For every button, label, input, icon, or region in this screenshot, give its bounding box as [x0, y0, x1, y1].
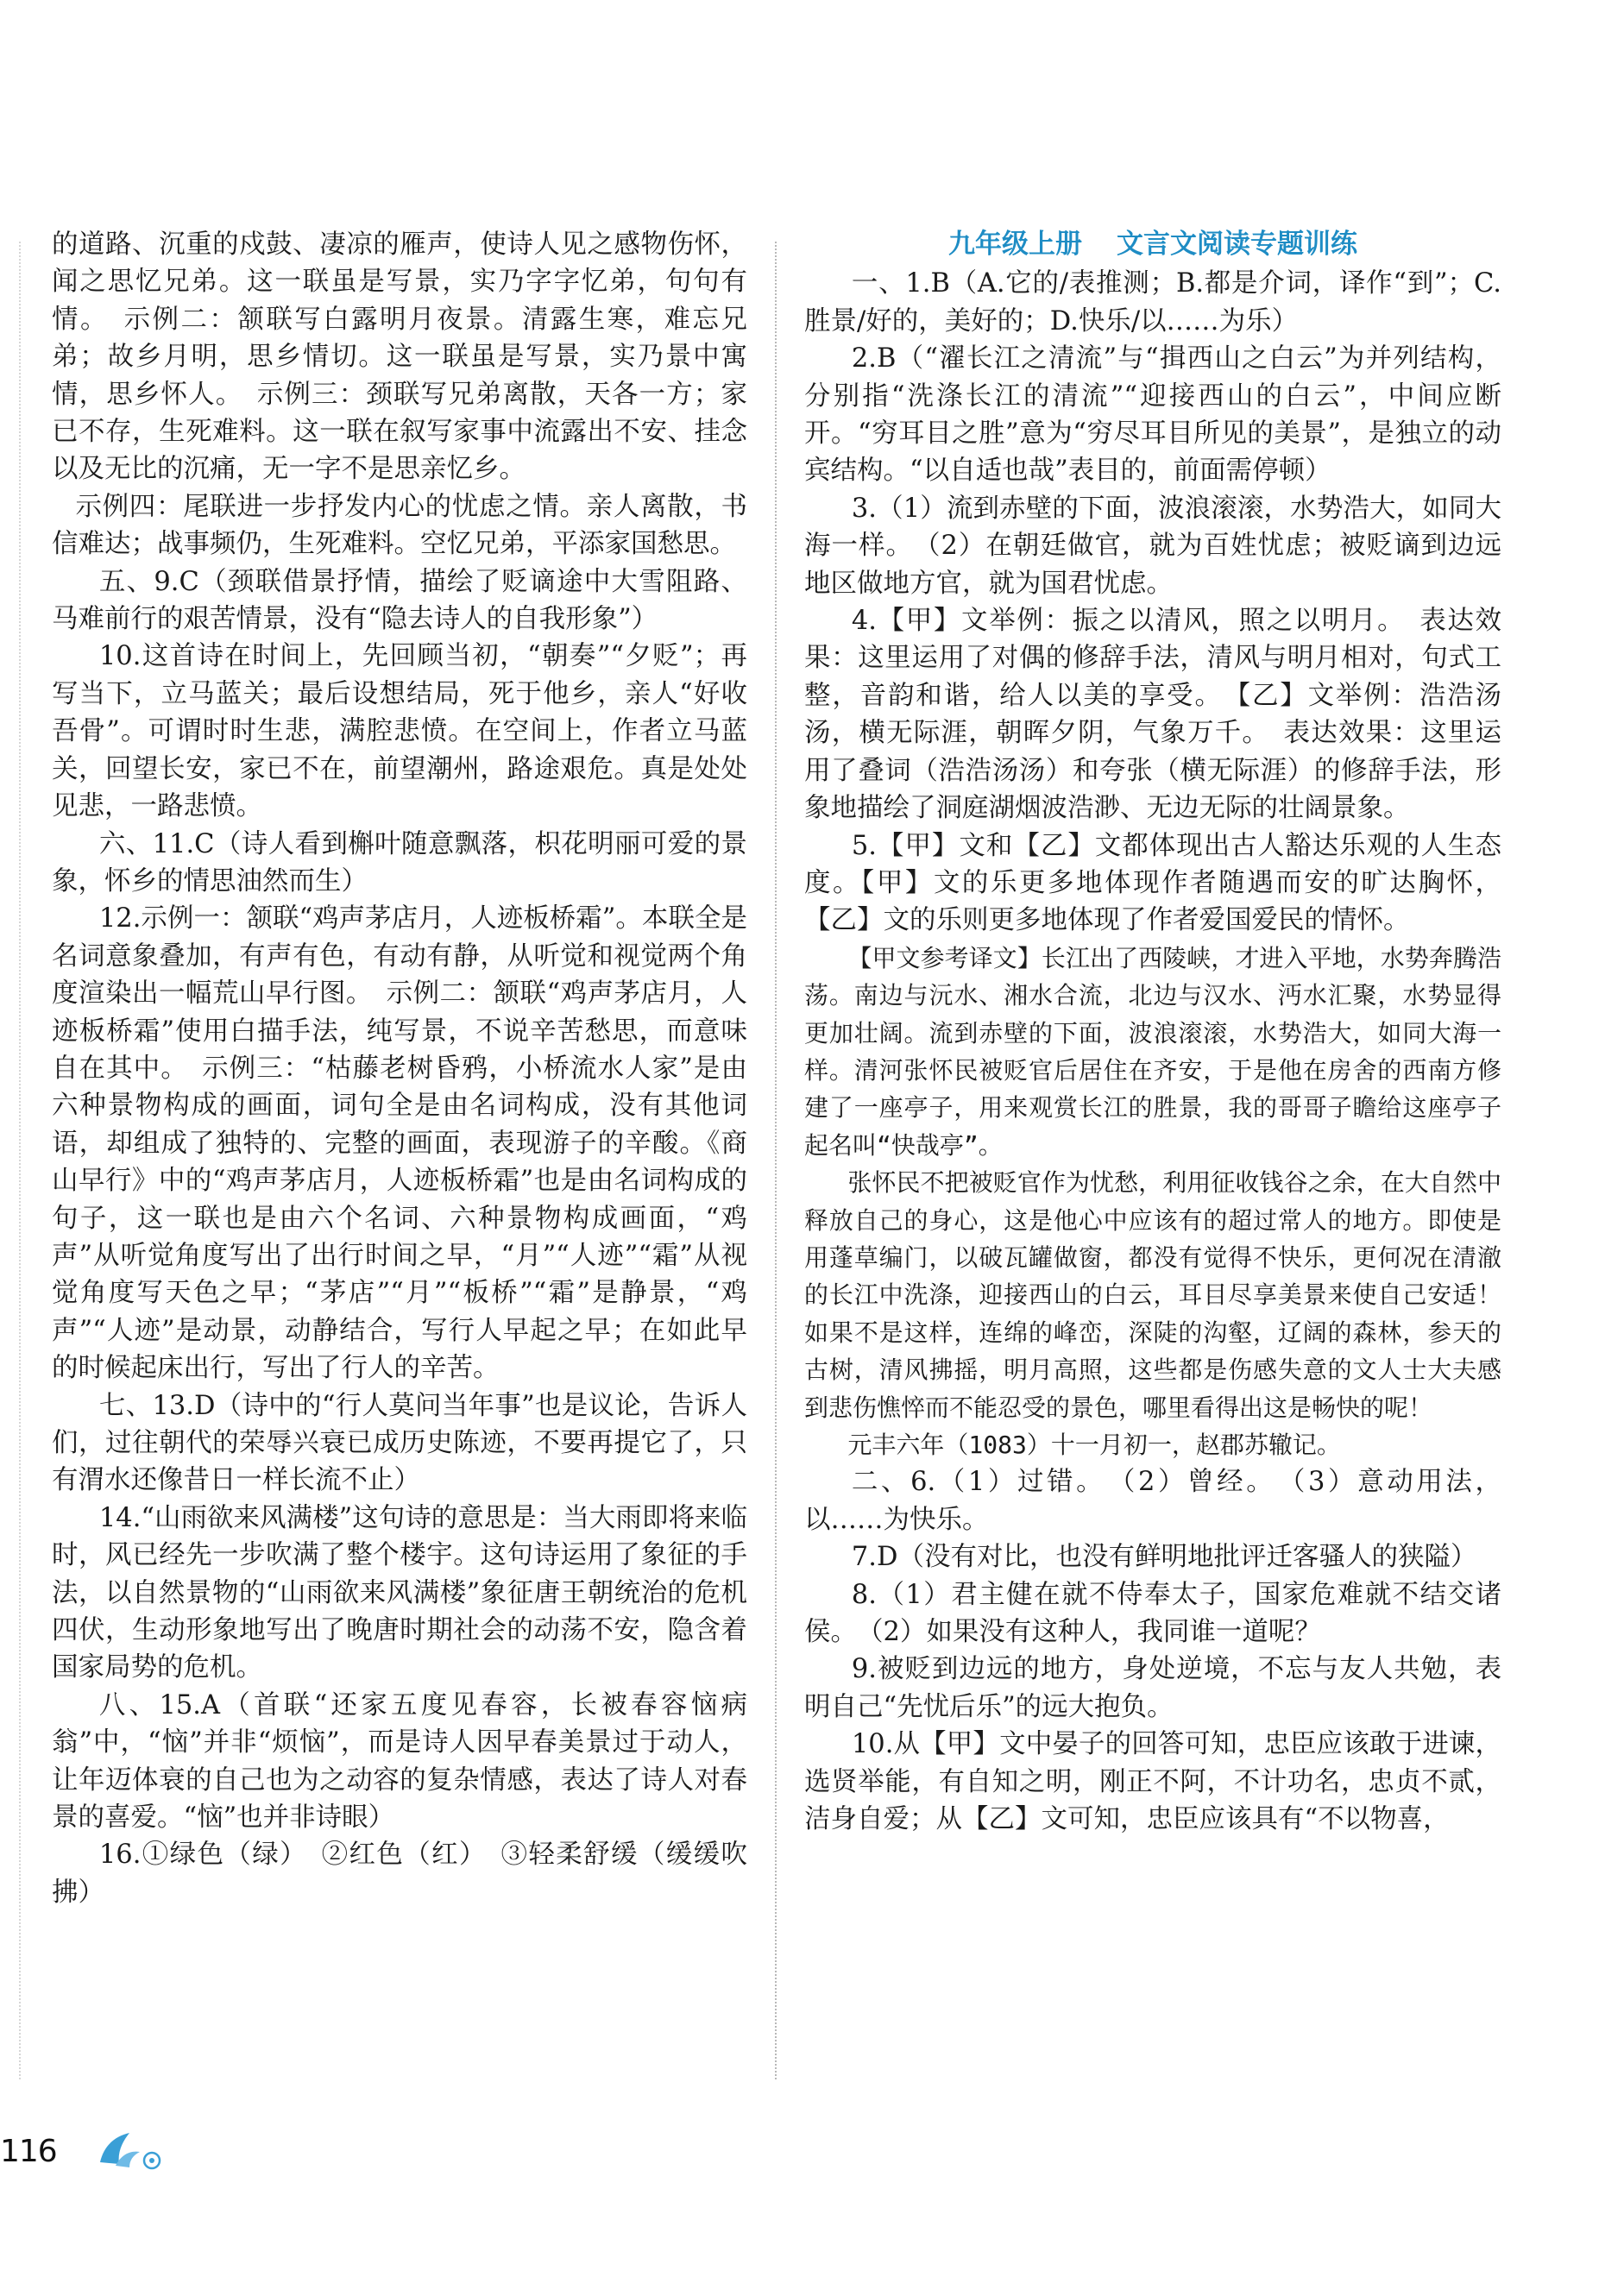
right-para-2: 2.B（“濯长江之清流”与“揖西山之白云”为并列结构，分别指“洗涤长江的清流”“迎接西山的白云”，中间应断开。“穷耳目之胜”意为“穷尽耳目所见的美景”，是独立的动宾结构。“以自适也哉”表目的，前面需停顿）: [804, 343, 1501, 487]
translation-para-1: 【甲文参考译文】长江出了西陵峡，才进入平地，水势奔腾浩荡。南边与沅水、湘水合流，北边与汉水、沔水汇聚，水势显得更加壮阔。流到赤壁的下面，波浪滚滚，水势浩大，如同大海一样。清河张怀民被贬官后居住在齐安，于是他在房舍的西南方修建了一座亭子，用来观赏长江的胜景，我的哥哥子瞻给这座亭子起名叫“快哉亭”。: [804, 943, 1501, 1160]
right-para-1: 一、1.B（A.它的/表推测；B.都是介词，译作“到”；C.胜景/好的，美好的；D.快乐/以……为乐）: [804, 268, 1501, 337]
left-para-3: 五、9.C（颈联借景抒情，描绘了贬谪途中大雪阻路、马难前行的艰苦情景，没有“隐去诗人的自我形象”）: [52, 566, 747, 635]
left-para-9: 八、15.A（首联“还家五度见春容，长被春容恼病翁”中，“恼”并非“烦恼”，而是诗人因早春美景过于动人，让年迈体衰的自己也为之动容的复杂情感，表达了诗人对春景的喜爱。“恼”也并非诗眼）: [52, 1689, 747, 1834]
right-para-6: 二、6.（1）过错。 （2）曾经。 （3）意动用法，以……为快乐。: [804, 1467, 1501, 1535]
section-heading-grade: 九年级上册: [948, 229, 1082, 260]
left-para-4: 10.这首诗在时间上，先回顾当初，“朝奏”“夕贬”；再写当下，立马蓝关；最后设想结局，死于他乡，亲人“好收吾骨”。可谓时时生悲，满腔悲愤。在空间上，作者立马蓝关，回望长安，家已不在，前望潮州，路途艰危。真是处处见悲，一路悲愤。: [52, 641, 747, 822]
column-divider: [775, 242, 777, 2079]
leaf-swirl-icon: [95, 2124, 167, 2174]
left-para-7: 七、13.D（诗中的“行人莫问当年事”也是议论，告诉人们，过往朝代的荣辱兴衰已成历史陈迹，不要再提它了，只有渭水还像昔日一样长流不止）: [52, 1390, 747, 1496]
right-para-9: 9.被贬到边远的地方，身处逆境，不忘与友人共勉，表明自己“先忧后乐”的远大抱负。: [804, 1654, 1501, 1722]
left-para-5: 六、11.C（诗人看到槲叶随意飘落，枳花明丽可爱的景象，怀乡的情思油然而生）: [52, 828, 747, 896]
margin-dotted-line: [19, 242, 21, 2079]
left-para-10: 16.①绿色（绿） ②红色（红） ③轻柔舒缓（缓缓吹拂）: [52, 1840, 747, 1908]
section-heading: [804, 226, 1501, 263]
right-column: [804, 226, 1501, 1838]
right-para-3: 3.（1）流到赤壁的下面，波浪滚滚，水势浩大，如同大海一样。 （2）在朝廷做官，就为百姓忧虑；被贬谪到边远地区做地方官，就为国君忧虑。: [804, 493, 1501, 599]
section-heading-title: 文言文阅读专题训练: [1117, 229, 1357, 260]
left-para-1: 的道路、沉重的戍鼓、凄凉的雁声，使诗人见之感物伤怀，闻之思忆兄弟。这一联虽是写景，实乃字字忆弟，句句有情。 示例二：颔联写白露明月夜景。清露生寒，难忘兄弟；故乡月明，思乡情切。这一联虽是写景，实乃景中寓情，思乡怀人。 示例三：颈联写兄弟离散，天各一方；家已不存，生死难料。这一联在叙写家事中流露出不安、挂念以及无比的沉痛，无一字不是思亲忆乡。: [52, 230, 747, 485]
right-para-5: 5.【甲】文和【乙】文都体现出古人豁达乐观的人生态度。【甲】文的乐更多地体现作者随遇而安的旷达胸怀，【乙】文的乐则更多地体现了作者爱国爱民的情怀。: [804, 830, 1501, 936]
right-para-10: 10.从【甲】文中晏子的回答可知，忠臣应该敢于进谏，选贤举能，有自知之明，刚正不阿，不计功名，忠贞不贰，洁身自爱；从【乙】文可知，忠臣应该具有“不以物喜，: [804, 1729, 1501, 1835]
translation-para-2: 张怀民不把被贬官作为忧愁，利用征收钱谷之余，在大自然中释放自己的身心，这是他心中应该有的超过常人的地方。即使是用蓬草编门，以破瓦罐做窗，都没有觉得不快乐，更何况在清澈的长江中洗涤，迎接西山的白云，耳目尽享美景来使自己安适！如果不是这样，连绵的峰峦，深陡的沟壑，辽阔的森林，参天的古树，清风拂摇，明月高照，这些都是伤感失意的文人士大夫感到悲伤憔悴而不能忍受的景色，哪里看得出这是畅快的呢！: [804, 1168, 1501, 1422]
translation-signature: 元丰六年（1083）十一月初一，赵郡苏辙记。: [847, 1431, 1341, 1459]
left-para-8: 14.“山雨欲来风满楼”这句诗的意思是：当大雨即将来临时，风已经先一步吹满了整个楼宇。这句诗运用了象征的手法，以自然景物的“山雨欲来风满楼”象征唐王朝统治的危机四伏，生动形象地写出了晚唐时期社会的动荡不安，隐含着国家局势的危机。: [52, 1502, 747, 1683]
right-para-4: 4.【甲】文举例：振之以清风，照之以明月。 表达效果：这里运用了对偶的修辞手法，清风与明月相对，句式工整，音韵和谐，给人以美的享受。 【乙】文举例：浩浩汤汤，横无际涯，朝晖夕阴，气象万千。 表达效果：这里运用了叠词（浩浩汤汤）和夸张（横无际涯）的修辞手法，形象地描绘了洞庭湖烟波浩渺、无边无际的壮阔景象。: [804, 606, 1501, 824]
left-column: [52, 226, 747, 1911]
page-number: 116: [0, 2134, 57, 2169]
left-para-6: 12.示例一：颔联“鸡声茅店月，人迹板桥霜”。本联全是名词意象叠加，有声有色，有动有静，从听觉和视觉两个角度渲染出一幅荒山早行图。 示例二：颔联“鸡声茅店月，人迹板桥霜”使用白描手法，纯写景，不说辛苦愁思，而意味自在其中。 示例三：“枯藤老树昏鸦，小桥流水人家”是由六种景物构成的画面，词句全是由名词构成，没有其他词语，却组成了独特的、完整的画面，表现游子的辛酸。《商山早行》中的“鸡声茅店月，人迹板桥霜”也是由名词构成的句子，这一联也是由六个名词、六种景物构成画面，“鸡声”从听觉角度写出了出行时间之早，“月”“人迹”“霜”从视觉角度写天色之早；“茅店”“月”“板桥”“霜”是静景，“鸡声”“人迹”是动景，动静结合，写行人早起之早；在如此早的时候起床出行，写出了行人的辛苦。: [52, 903, 747, 1384]
left-para-2: 示例四：尾联进一步抒发内心的忧虑之情。亲人离散，书信难达；战事频仍，生死难料。空忆兄弟，平添家国愁思。: [52, 491, 747, 560]
right-para-7: 7.D（没有对比，也没有鲜明地批评迁客骚人的狭隘）: [851, 1542, 1477, 1573]
right-para-8: 8.（1）君主健在就不侍奉太子，国家危难就不结交诸侯。 （2）如果没有这种人，我同谁一道呢？: [804, 1579, 1501, 1648]
